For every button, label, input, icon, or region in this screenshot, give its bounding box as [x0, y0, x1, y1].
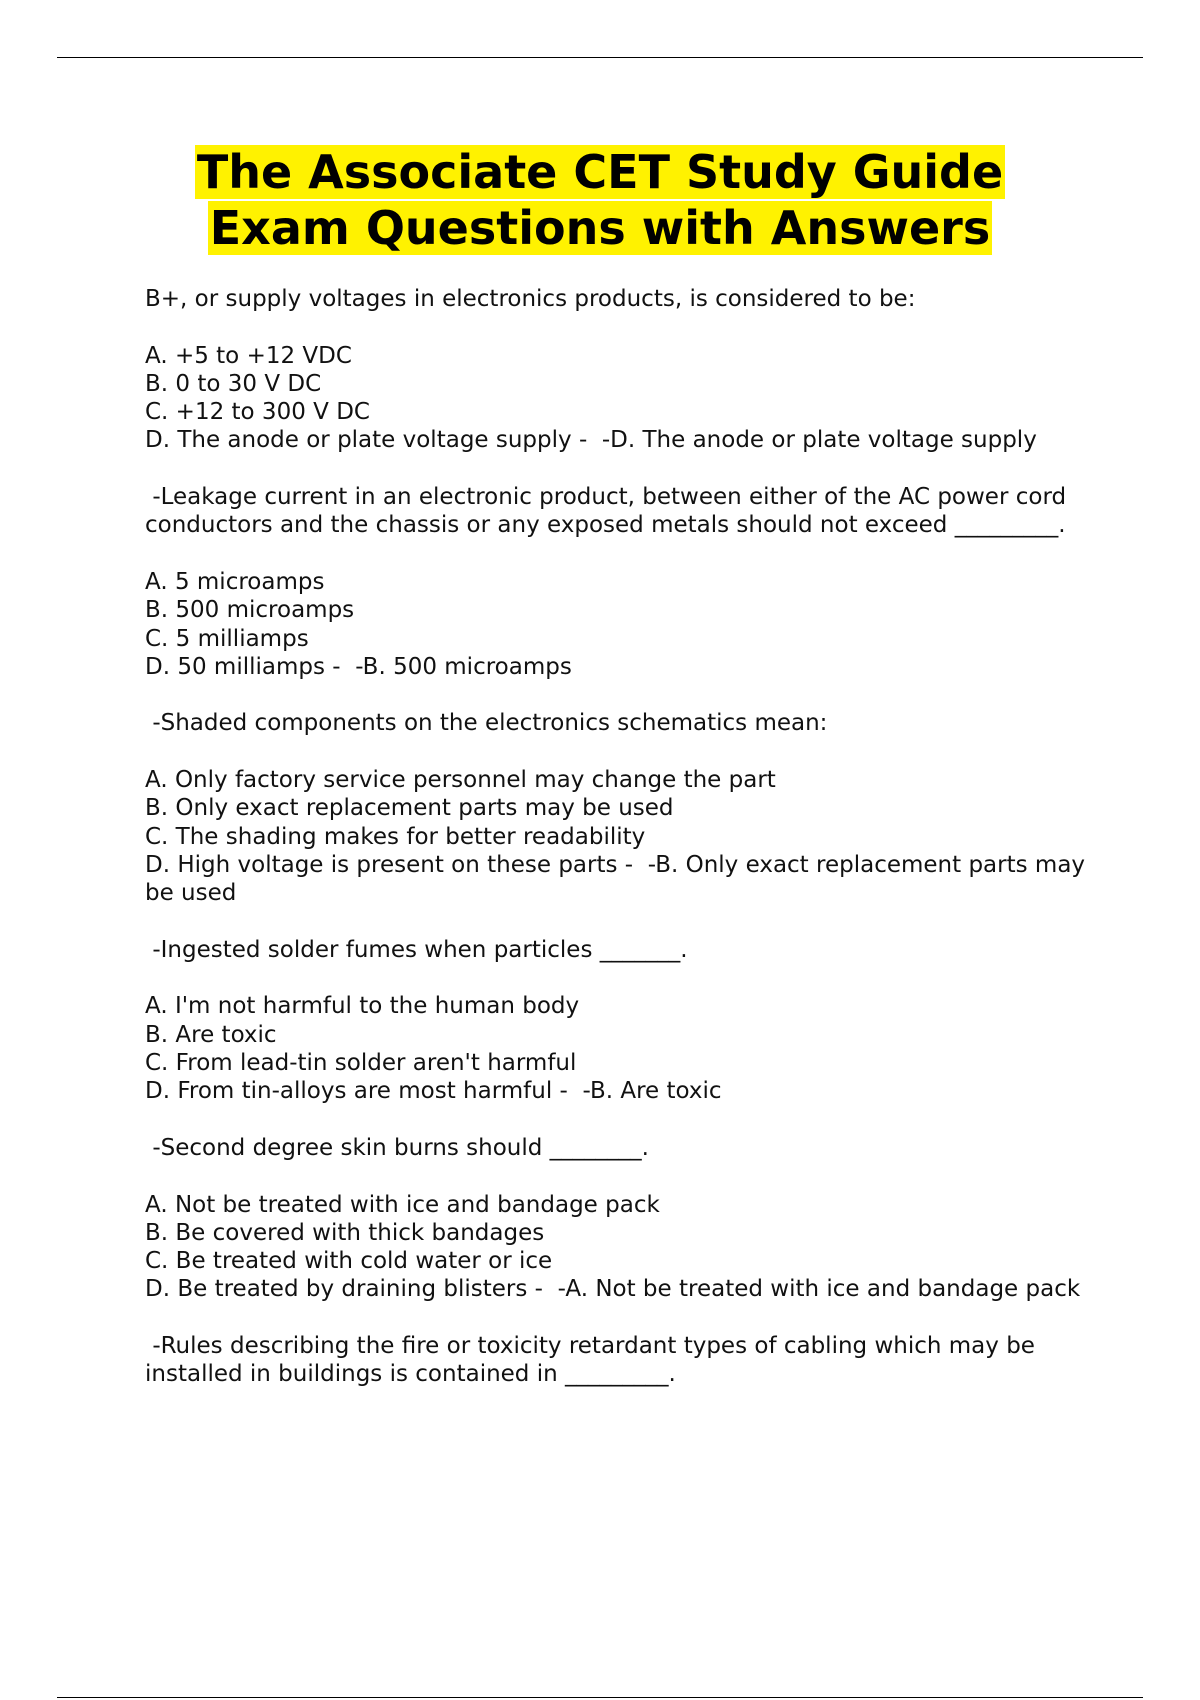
- answer-option-b: B. Only exact replacement parts may be used: [145, 795, 674, 822]
- question-2-options: [145, 568, 1095, 681]
- answer-option-a: A. Not be treated with ice and bandage pack: [145, 1191, 660, 1218]
- title-line-2: Exam Questions with Answers: [209, 201, 991, 255]
- answer-option-c: C. The shading makes for better readability: [145, 823, 646, 850]
- question-prompt: -Second degree skin burns should ________.: [145, 1134, 649, 1161]
- top-rule: [57, 57, 1143, 58]
- question-prompt: -Shaded components on the electronics schematics mean:: [145, 710, 828, 737]
- bottom-rule: [57, 1697, 1143, 1698]
- answer-option-d: D. High voltage is present on these parts - -B. Only exact replacement parts may be used: [145, 851, 1093, 907]
- answer-option-b: B. 500 microamps: [145, 597, 355, 624]
- questions-content: [145, 285, 1095, 1417]
- title-line-1: The Associate CET Study Guide: [196, 145, 1004, 199]
- answer-option-b: B. Are toxic: [145, 1021, 277, 1048]
- answer-option-c: C. Be treated with cold water or ice: [145, 1248, 553, 1275]
- answer-option-d: D. From tin-alloys are most harmful - -B. Are toxic: [145, 1078, 722, 1105]
- question-prompt: -Leakage current in an electronic product, between either of the AC power cord conductors and the chassis or any exposed metals should not exceed _________.: [145, 484, 1074, 539]
- question-3-options: [145, 766, 1095, 907]
- answer-option-c: C. From lead-tin solder aren't harmful: [145, 1050, 577, 1077]
- question-4-prompt: [145, 936, 1095, 964]
- answer-option-a: A. I'm not harmful to the human body: [145, 993, 580, 1020]
- question-4-options: [145, 992, 1095, 1105]
- question-prompt: -Ingested solder fumes when particles _______.: [145, 936, 688, 963]
- question-6-prompt: [145, 1332, 1095, 1389]
- answer-option-c: C. +12 to 300 V DC: [145, 399, 370, 426]
- question-prompt: B+, or supply voltages in electronics products, is considered to be:: [145, 286, 916, 312]
- question-1-options: [145, 342, 1095, 455]
- question-5-options: [145, 1191, 1095, 1304]
- answer-option-d: D. The anode or plate voltage supply - -D. The anode or plate voltage supply: [145, 427, 1037, 454]
- page-title: [0, 144, 1200, 256]
- answer-option-d: D. Be treated by draining blisters - -A. Not be treated with ice and bandage pack: [145, 1276, 1081, 1303]
- answer-option-a: A. Only factory service personnel may change the part: [145, 767, 776, 794]
- question-1-prompt: [145, 285, 1095, 313]
- answer-option-c: C. 5 milliamps: [145, 625, 309, 652]
- answer-option-d: D. 50 milliamps - -B. 500 microamps: [145, 653, 572, 680]
- question-prompt: -Rules describing the fire or toxicity retardant types of cabling which may be installed in buildings is contained in _________.: [145, 1332, 1043, 1388]
- answer-option-b: B. 0 to 30 V DC: [145, 370, 322, 397]
- answer-option-a: A. +5 to +12 VDC: [145, 342, 352, 369]
- answer-option-b: B. Be covered with thick bandages: [145, 1219, 545, 1246]
- question-2-prompt: [145, 483, 1095, 540]
- question-3-prompt: [145, 709, 1095, 737]
- question-5-prompt: [145, 1134, 1095, 1162]
- answer-option-a: A. 5 microamps: [145, 568, 325, 595]
